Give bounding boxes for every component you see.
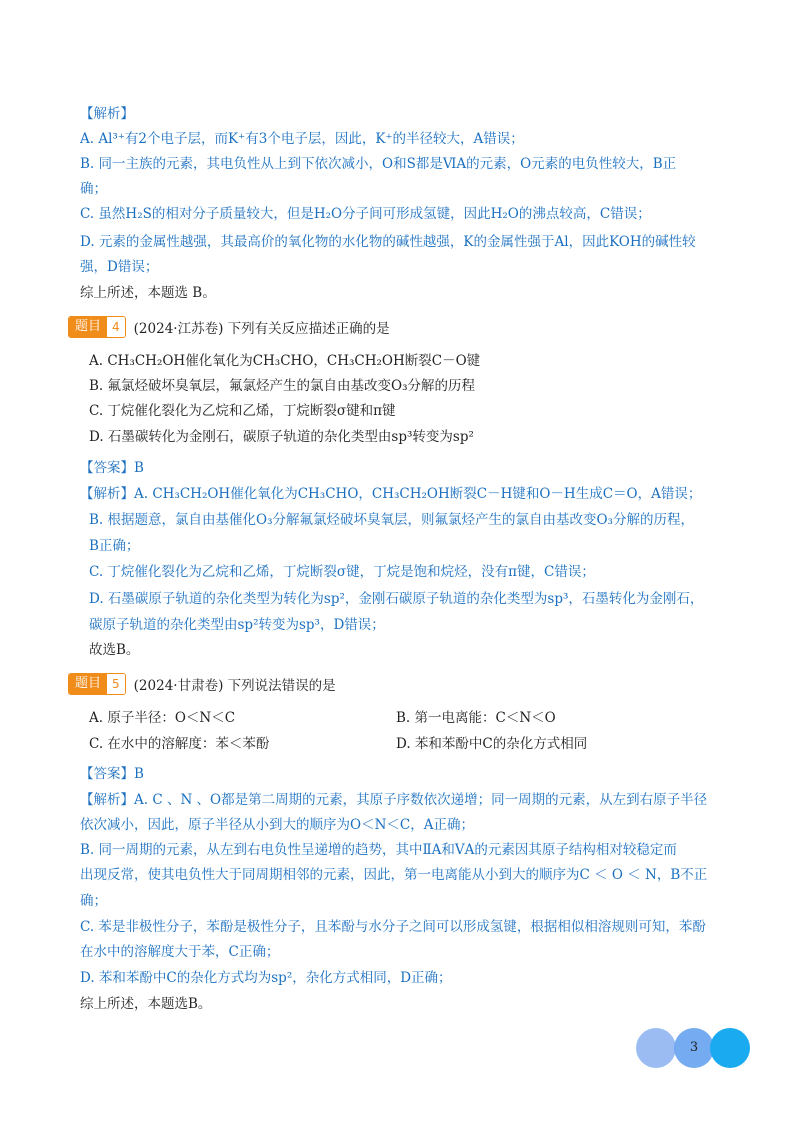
q4-option-d: D. 石墨碳转化为金刚石，碳原子轨道的杂化类型由sp³转变为sp² bbox=[89, 429, 474, 445]
q5-option-c: C. 在水中的溶解度：苯＜苯酚 bbox=[89, 736, 270, 752]
q4-exp-c: C. 丁烷催化裂化为乙烷和乙烯，丁烷断裂σ键，丁烷是饱和烷烃，没有π键，C错误； bbox=[89, 564, 595, 580]
q5-exp-d: D. 苯和苯酚中C的杂化方式均为sp²，杂化方式相同，D正确； bbox=[80, 970, 452, 986]
q5-exp-a-2: 依次减小，因此，原子半径从小到大的顺序为O＜N＜C，A正确； bbox=[80, 817, 474, 833]
question-4-stem: (2024·江苏卷) 下列有关反应描述正确的是 bbox=[133, 321, 390, 337]
question-4-header bbox=[68, 316, 390, 338]
explanation-d-2: 强，D错误； bbox=[80, 259, 159, 275]
q4-exp-b-1: B. 根据题意，氯自由基催化O₃分解氟氯烃破坏臭氧层，则氟氯烃产生的氯自由基改变O₃分解的历程， bbox=[89, 512, 694, 528]
q4-option-a: A. CH₃CH₂OH催化氧化为CH₃CHO，CH₃CH₂OH断裂C－O键 bbox=[89, 353, 481, 369]
q5-exp-c-2: 在水中的溶解度大于苯，C正确； bbox=[80, 944, 280, 960]
explanation-b-2: 确； bbox=[80, 181, 107, 197]
q4-exp-a: 【解析】A. CH₃CH₂OH催化氧化为CH₃CHO，CH₃CH₂OH断裂C－H键和O－H生成C＝O，A错误； bbox=[80, 486, 702, 502]
q5-option-a: A. 原子半径：O＜N＜C bbox=[89, 710, 236, 726]
q5-option-b: B. 第一电离能：C＜N＜O bbox=[396, 710, 556, 726]
q4-option-b: B. 氟氯烃破坏臭氧层，氟氯烃产生的氯自由基改变O₃分解的历程 bbox=[89, 378, 475, 394]
question-badge: 题目 4 bbox=[68, 316, 126, 338]
summary-3: 综上所述，本题选 B。 bbox=[80, 285, 216, 301]
page-number: 3 bbox=[689, 1040, 699, 1055]
q5-exp-b-1: B. 同一周期的元素，从左到右电负性呈递增的趋势，其中ⅡA和ⅤA的元素因其原子结构相对较稳定而 bbox=[80, 842, 677, 858]
question-5-header bbox=[68, 673, 336, 695]
q5-answer: 【答案】B bbox=[80, 766, 144, 782]
q5-exp-b-2: 出现反常，使其电负性大于同周期相邻的元素，因此，第一电离能从小到大的顺序为C ＜ O ＜ N，B不正 bbox=[80, 867, 708, 883]
q5-exp-a-1: 【解析】A. C 、N 、O都是第二周期的元素，其原子序数依次递增；同一周期的元素，从左到右原子半径 bbox=[80, 792, 708, 808]
q5-exp-b-3: 确； bbox=[80, 893, 107, 909]
q4-exp-b-2: B正确； bbox=[89, 538, 140, 554]
question-badge: 题目 5 bbox=[68, 673, 126, 695]
explanation-header: 【解析】 bbox=[80, 106, 134, 122]
explanation-d-1: D. 元素的金属性越强，其最高价的氧化物的水化物的碱性越强，K的金属性强于Al，因此KOH的碱性较 bbox=[80, 234, 696, 250]
q4-option-c: C. 丁烷催化裂化为乙烷和乙烯，丁烷断裂σ键和π键 bbox=[89, 403, 396, 419]
q4-answer: 【答案】B bbox=[80, 460, 144, 476]
explanation-c: C. 虽然H₂S的相对分子质量较大，但是H₂O分子间可形成氢键，因此H₂O的沸点较高，C错误； bbox=[80, 206, 651, 222]
question-5-stem: (2024·甘肃卷) 下列说法错误的是 bbox=[133, 678, 336, 694]
q5-exp-c-1: C. 苯是非极性分子，苯酚是极性分子，且苯酚与水分子之间可以形成氢键，根据相似相溶规则可知，苯酚 bbox=[80, 919, 706, 935]
explanation-a: A. Al³⁺有2个电子层，而K⁺有3个电子层，因此，K⁺的半径较大，A错误； bbox=[80, 131, 524, 147]
deco-circle bbox=[636, 1028, 676, 1068]
q4-summary: 故选B。 bbox=[89, 642, 140, 658]
q4-exp-d-2: 碳原子轨道的杂化类型由sp²转变为sp³，D错误； bbox=[89, 617, 385, 633]
deco-circle bbox=[710, 1028, 750, 1068]
q5-summary: 综上所述，本题选B。 bbox=[80, 996, 212, 1012]
explanation-b-1: B. 同一主族的元素，其电负性从上到下依次减小，O和S都是ⅥA的元素，O元素的电负性较大，B正 bbox=[80, 156, 677, 172]
q5-option-d: D. 苯和苯酚中C的杂化方式相同 bbox=[396, 736, 588, 752]
page-number-decoration bbox=[636, 1028, 756, 1068]
q4-exp-d-1: D. 石墨碳原子轨道的杂化类型为转化为sp²，金刚石碳原子轨道的杂化类型为sp³，石墨转化为金刚石， bbox=[89, 591, 704, 607]
